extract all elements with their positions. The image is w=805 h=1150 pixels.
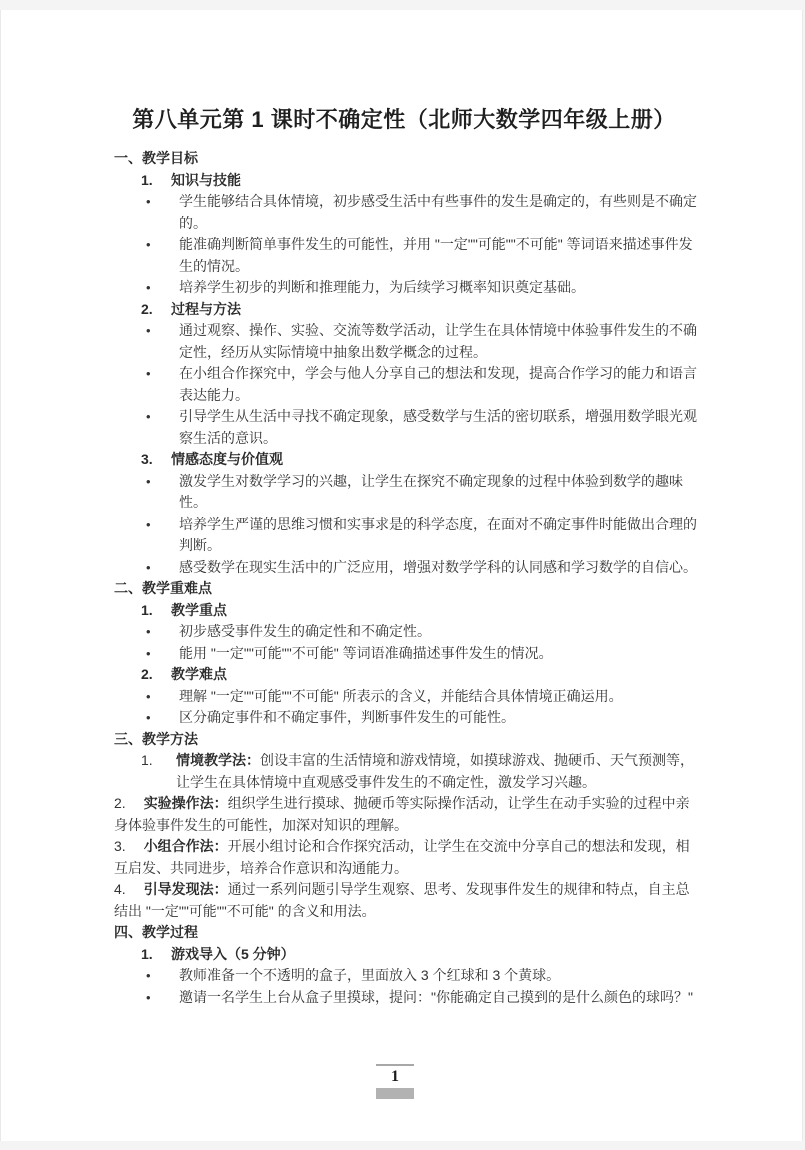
method-paragraph <box>114 879 698 922</box>
list-number: 1. <box>141 171 153 188</box>
list-number: 3. <box>114 838 126 854</box>
section-heading: 二、教学重难点 <box>114 580 212 596</box>
heading-label: 知识与技能 <box>171 171 241 188</box>
bullet-item <box>114 234 698 277</box>
bullet-icon: • <box>146 624 151 639</box>
document-body <box>114 148 698 1008</box>
bullet-text: 通过观察、操作、实验、交流等数学活动，让学生在具体情境中体验事件发生的不确定性，经历从实际情境中抽象出数学概念的过程。 <box>179 322 697 360</box>
footer-bar <box>376 1088 414 1099</box>
numbered-heading <box>114 944 698 966</box>
bullet-text: 培养学生初步的判断和推理能力，为后续学习概率知识奠定基础。 <box>179 279 585 295</box>
bullet-text: 能用 "一定""可能""不可能" 等词语准确描述事件发生的情况。 <box>179 644 553 661</box>
bullet-item <box>114 277 698 299</box>
bullet-item <box>114 987 698 1009</box>
bullet-item <box>114 191 698 234</box>
bullet-text: 激发学生对数学学习的兴趣，让学生在探究不确定现象的过程中体验到数学的趣味性。 <box>179 472 683 510</box>
bullet-icon: • <box>146 280 151 295</box>
list-number: 2. <box>141 666 153 682</box>
bullet-text: 教师准备一个不透明的盒子，里面放入 3 个红球和 3 个黄球。 <box>179 967 561 983</box>
list-number: 1. <box>141 752 153 768</box>
bullet-text: 在小组合作探究中，学会与他人分享自己的想法和发现，提高合作学习的能力和语言表达能力。 <box>179 365 697 403</box>
list-number: 1. <box>141 945 153 962</box>
bullet-text: 能准确判断简单事件发生的可能性，并用 "一定""可能""不可能" 等词语来描述事件发生的情况。 <box>179 236 693 274</box>
heading-label: 教学难点 <box>171 666 227 682</box>
bullet-item <box>114 514 698 557</box>
section-heading: 一、教学目标 <box>114 150 198 166</box>
document-title: 第八单元第 1 课时不确定性（北师大数学四年级上册） <box>132 107 676 132</box>
bullet-icon: • <box>146 516 151 532</box>
bullet-item <box>114 965 698 987</box>
bullet-item <box>114 320 698 363</box>
bullet-icon: • <box>146 237 151 252</box>
bullet-item <box>114 363 698 406</box>
document-page <box>0 10 803 1141</box>
method-paragraph <box>114 836 698 879</box>
bullet-icon: • <box>146 473 151 489</box>
heading-label: 情感态度与价值观 <box>171 451 283 467</box>
bullet-text: 邀请一名学生上台从盒子里摸球，提问："你能确定自己摸到的是什么颜色的球吗？" <box>179 988 693 1005</box>
bullet-text: 引导学生从生活中寻找不确定现象，感受数学与生活的密切联系，增强用数学眼光观察生活的意识。 <box>179 408 697 446</box>
bullet-icon: • <box>146 323 151 338</box>
method-text: 组织学生进行摸球、抛硬币等实际操作活动，让学生在动手实验的过程中亲身体验事件发生的可能性，加深对知识的理解。 <box>114 795 690 833</box>
bullet-icon: • <box>146 710 151 725</box>
method-text: 开展小组讨论和合作探究活动，让学生在交流中分享自己的想法和发现，相互启发、共同进步，培养合作意识和沟通能力。 <box>114 838 690 876</box>
bullet-item <box>114 471 698 514</box>
bullet-item <box>114 406 698 449</box>
bullet-text: 培养学生严谨的思维习惯和实事求是的科学态度，在面对不确定事件时能做出合理的判断。 <box>179 515 697 553</box>
section-heading: 四、教学过程 <box>114 924 198 940</box>
bullet-icon: • <box>146 968 151 983</box>
numbered-heading <box>114 600 698 622</box>
heading-label: 教学重点 <box>171 601 227 618</box>
bullet-icon: • <box>146 645 151 661</box>
bullet-icon: • <box>146 194 151 209</box>
method-text: 通过一系列问题引导学生观察、思考、发现事件发生的规律和特点，自主总结出 "一定""可能""不可能" 的含义和用法。 <box>114 881 690 919</box>
list-number: 4. <box>114 881 126 897</box>
bullet-item <box>114 557 698 579</box>
numbered-heading <box>114 664 698 686</box>
bullet-icon: • <box>146 559 151 575</box>
list-number: 3. <box>141 451 153 467</box>
list-number: 2. <box>141 300 153 317</box>
method-name: 小组合作法： <box>143 838 228 854</box>
numbered-heading <box>114 449 698 471</box>
page-number: 1 <box>391 1068 399 1085</box>
method-name: 引导发现法： <box>143 881 228 897</box>
heading-label: 过程与方法 <box>171 300 241 317</box>
list-number: 1. <box>141 601 153 618</box>
method-text: 创设丰富的生活情境和游戏情境，如摸球游戏、抛硬币、天气预测等，让学生在具体情境中直观感受事件发生的不确定性，激发学习兴趣。 <box>176 752 694 790</box>
bullet-text: 学生能够结合具体情境，初步感受生活中有些事件的发生是确定的，有些则是不确定的。 <box>179 193 697 231</box>
bullet-text: 理解 "一定""可能""不可能" 所表示的含义，并能结合具体情境正确运用。 <box>179 687 623 704</box>
numbered-heading <box>114 299 698 321</box>
footer-rule <box>376 1064 414 1066</box>
heading-label: 游戏导入（5 分钟） <box>171 945 295 962</box>
bullet-text: 感受数学在现实生活中的广泛应用，增强对数学学科的认同感和学习数学的自信心。 <box>179 558 697 575</box>
numbered-heading <box>114 170 698 192</box>
bullet-item <box>114 643 698 665</box>
list-number: 2. <box>114 795 126 811</box>
method-paragraph <box>114 750 698 793</box>
bullet-text: 区分确定事件和不确定事件，判断事件发生的可能性。 <box>179 709 515 725</box>
method-name: 情境教学法： <box>176 752 260 768</box>
method-name: 实验操作法： <box>143 795 228 811</box>
section-heading: 三、教学方法 <box>114 730 198 747</box>
bullet-icon: • <box>146 688 151 704</box>
bullet-item <box>114 707 698 729</box>
bullet-icon: • <box>146 409 151 424</box>
bullet-item <box>114 686 698 708</box>
bullet-item <box>114 621 698 643</box>
method-paragraph <box>114 793 698 836</box>
bullet-icon: • <box>146 366 151 381</box>
bullet-icon: • <box>146 989 151 1005</box>
bullet-text: 初步感受事件发生的确定性和不确定性。 <box>179 623 431 639</box>
